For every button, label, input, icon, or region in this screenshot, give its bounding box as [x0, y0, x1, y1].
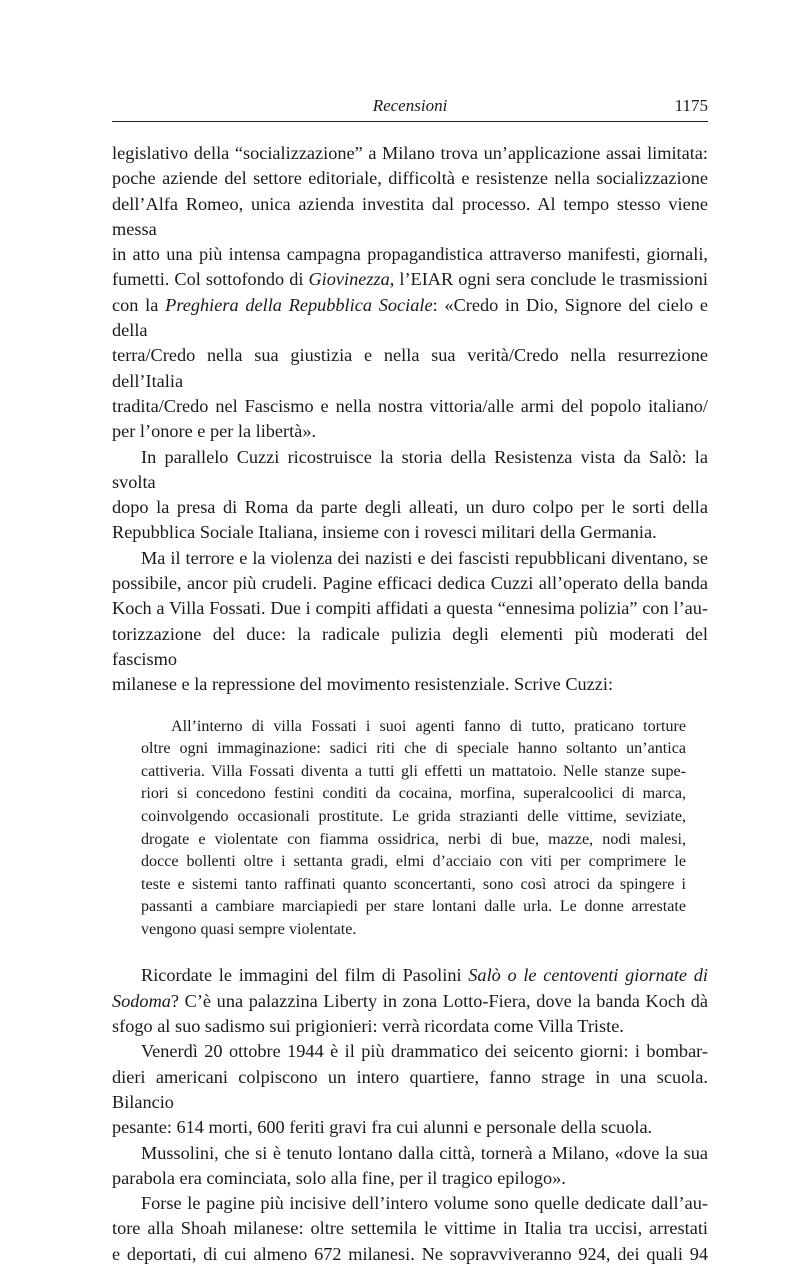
text-line: legislativo della “socializzazione” a Milano trova un’applicazione assai limitata:	[112, 143, 708, 163]
quote-line: docce bollenti oltre i settanta gradi, elmi d’acciaio con viti per comprimere le	[141, 853, 686, 871]
page-number: 1175	[674, 96, 708, 115]
text-line: Ma il terrore e la violenza dei nazisti e dei fascisti repubblicani diventano, se	[141, 547, 708, 568]
text-line	[112, 989, 708, 1014]
paragraph-5	[112, 1039, 708, 1140]
text-line: dieri americani colpiscono un intero quartiere, fanno strage in una scuola. Bilancio	[112, 1066, 708, 1112]
text-span: ? C’è una palazzina Liberty in zona Lotto-Fiera, dove la banda Koch dà	[170, 990, 708, 1011]
text-line	[112, 267, 708, 292]
quote-line: coinvolgendo occasionali prostitute. Le grida strazianti delle vittime, seviziate,	[141, 807, 686, 825]
text-line: milanese e la repressione del movimento resistenziale. Scrive Cuzzi:	[112, 674, 614, 695]
quote-line: riori si concedono festini conditi da cocaina, morfina, superalcoolici di marca,	[141, 785, 686, 803]
paragraph-6	[112, 1141, 708, 1192]
text-line: tore alla Shoah milanese: oltre settemila le vittime in Italia tra uccisi, arrestati	[112, 1218, 708, 1239]
text-span: con la	[112, 294, 166, 315]
paragraph-2	[112, 445, 708, 546]
text-line: sfogo al suo sadismo sui prigionieri: verrà ricordata come Villa Triste.	[112, 1016, 624, 1037]
text-line: torizzazione del duce: la radicale pulizia degli elementi più moderati del fascismo	[112, 623, 708, 669]
quote-line: oltre ogni immaginazione: sadici riti che di speciale hanno soltanto un’antica	[141, 740, 686, 758]
text-line: In parallelo Cuzzi ricostruisce la storia della Resistenza vista da Salò: la svolta	[112, 446, 708, 492]
italic-title: Sodoma	[112, 990, 171, 1011]
text-line: Forse le pagine più incisive dell’intero volume sono quelle dedicate dall’au-	[141, 1193, 708, 1214]
text-line: parabola era cominciata, solo alla fine, per il tragico epilogo».	[112, 1167, 566, 1188]
text-line: in atto una più intensa campagna propagandistica attraverso manifesti, giornali,	[112, 244, 708, 265]
text-line	[112, 963, 708, 988]
text-line: Venerdì 20 ottobre 1944 è il più drammatico dei seicento giorni: i bombar-	[141, 1041, 708, 1062]
text-line: terra/Credo nella sua giustizia e nella sua verità/Credo nella resurrezione dell’Italia	[112, 345, 708, 391]
paragraph-4	[112, 963, 708, 1039]
paragraph-1	[112, 141, 708, 445]
running-title: Recensioni	[372, 96, 448, 115]
text-line: possibile, ancor più crudeli. Pagine efficaci dedica Cuzzi all’operato della banda	[112, 573, 708, 594]
paragraph-3	[112, 546, 708, 698]
text-span: Ricordate le immagini del film di Pasolini	[141, 965, 469, 986]
header-rule	[112, 121, 708, 122]
text-line: Koch a Villa Fossati. Due i compiti affidati a questa “ennesima polizia” con l’au-	[112, 598, 708, 619]
text-line: dopo la presa di Roma da parte degli alleati, un duro colpo per le sorti della	[112, 497, 708, 518]
text-line: tradita/Credo nel Fascismo e nella nostra vittoria/alle armi del popolo italiano/	[112, 395, 708, 416]
body-text	[112, 141, 708, 1267]
text-line: poche aziende del settore editoriale, difficoltà e resistenze nella socializzazione	[112, 168, 708, 189]
text-span: fumetti. Col sottofondo di	[112, 269, 309, 290]
text-line	[112, 293, 708, 344]
text-line: Mussolini, che si è tenuto lontano dalla città, tornerà a Milano, «dove la sua	[141, 1142, 708, 1163]
block-quote	[112, 716, 708, 942]
text-line: e deportati, di cui almeno 672 milanesi. Ne sopravviveranno 924, dei quali 94	[112, 1243, 708, 1264]
italic-title: Preghiera della Repubblica Sociale	[165, 294, 433, 315]
text-line: dell’Alfa Romeo, unica azienda investita dal processo. Al tempo stesso viene messa	[112, 193, 708, 239]
quote-line: drogate e violentate con fiamma ossidrica, nerbi di bue, mazze, nodi malesi,	[141, 830, 686, 848]
text-line: pesante: 614 morti, 600 feriti gravi fra cui alunni e personale della scuola.	[112, 1117, 653, 1138]
text-span: : «Credo in Dio, Signore del cielo e della	[112, 294, 709, 341]
paragraph-7	[112, 1191, 708, 1267]
text-span: , l’EIAR ogni sera conclude le trasmissioni	[389, 269, 708, 290]
quote-line: teste e sistemi tanto raffinati quanto sconcertanti, sono così atroci da spingere i	[141, 875, 686, 893]
quote-line: passanti a cambiare marciapiedi per stare lontani dalle urla. Le donne arrestate	[141, 898, 686, 916]
text-line: per l’onore e per la libertà».	[112, 421, 317, 442]
quote-line: vengono quasi sempre violentate.	[141, 920, 357, 938]
text-line: Repubblica Sociale Italiana, insieme con i rovesci militari della Germania.	[112, 522, 657, 543]
quote-line: All’interno di villa Fossati i suoi agenti fanno di tutto, praticano torture	[171, 717, 686, 735]
quote-line: cattiveria. Villa Fossati diventa a tutti gli effetti un mattatoio. Nelle stanze supe-	[141, 762, 686, 780]
italic-title: Salò o le centoventi giornate di	[468, 965, 708, 986]
italic-title: Giovinezza	[308, 269, 390, 290]
running-header	[112, 94, 708, 120]
